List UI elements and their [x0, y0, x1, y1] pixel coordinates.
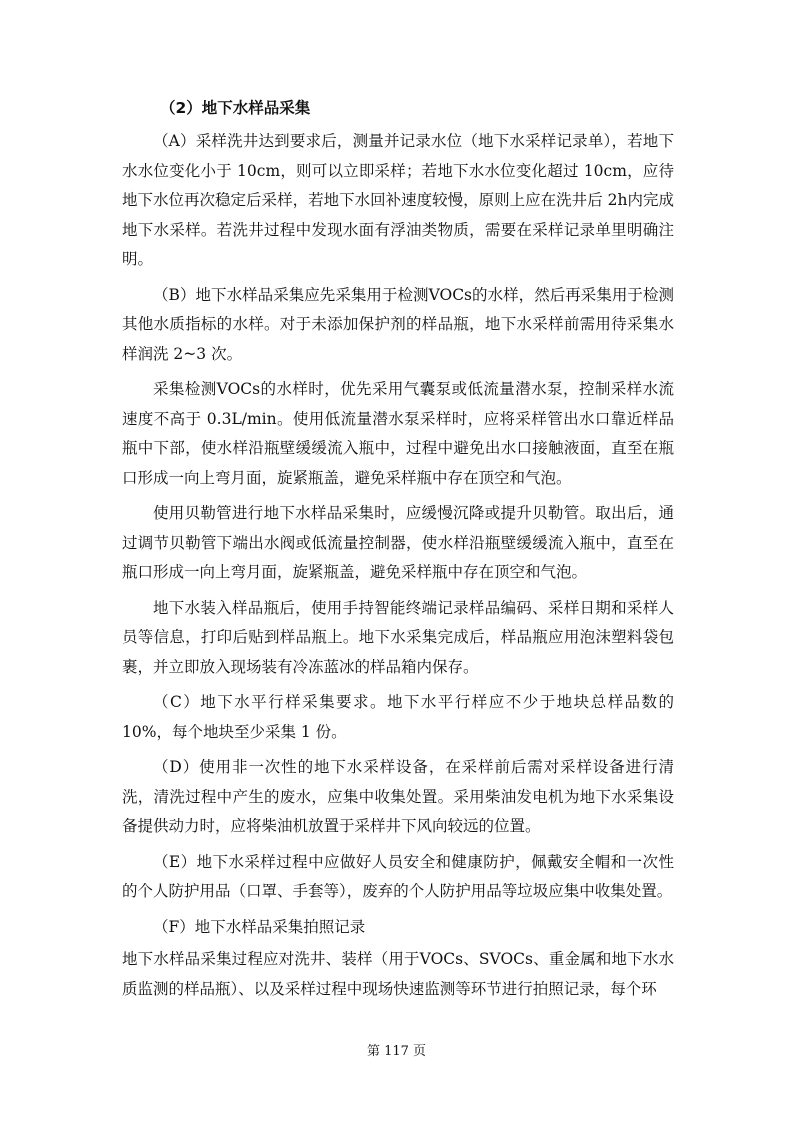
- document-page: [122, 96, 674, 1010]
- paragraph-e-safety: （E）地下水采样过程中应做好人员安全和健康防护，佩戴安全帽和一次性的个人防护用品（口罩、手套等），废弃的个人防护用品等垃圾应集中收集处置。: [122, 852, 674, 900]
- paragraph-bailer-sampling: 使用贝勒管进行地下水样品采集时，应缓慢沉降或提升贝勒管。取出后，通过调节贝勒管下端出水阀或低流量控制器，使水样沿瓶壁缓缓流入瓶中，直至在瓶口形成一向上弯月面，旋紧瓶盖，避免采样瓶中存在顶空和气泡。: [122, 504, 674, 581]
- paragraph-d-equipment-cleaning: （D）使用非一次性的地下水采样设备，在采样前后需对采样设备进行清洗，清洗过程中产生的废水，应集中收集处置。采用柴油发电机为地下水采集设备提供动力时，应将柴油机放置于采样井下风向较远的位置。: [122, 758, 674, 835]
- paragraph-f-photo-record: （F）地下水样品采集拍照记录: [153, 917, 366, 936]
- paragraph-a-water-level: （A）采样洗井达到要求后，测量并记录水位（地下水采样记录单），若地下水水位变化小于 10cm，则可以立即采样；若地下水水位变化超过 10cm，应待地下水位再次稳定后采样，若地下水回补速度较慢，原则上应在洗井后 2h内完成地下水采样。若洗井过程中发现水面有浮油类物质，需要在采样记录单里明确注明。: [122, 132, 674, 268]
- paragraph-c-parallel-samples: （C）地下水平行样采集要求。地下水平行样应不少于地块总样品数的 10%，每个地块至少采集 1 份。: [122, 693, 674, 741]
- page-number: 第 117 页: [366, 1044, 427, 1059]
- paragraph-vocs-sampling: 采集检测VOCs的水样时，优先采用气囊泵或低流量潜水泵，控制采样水流速度不高于 0.3L/min。使用低流量潜水泵采样时，应将采样管出水口靠近样品瓶中下部，使水样沿瓶壁缓缓流入瓶中，过程中避免出水口接触液面，直至在瓶口形成一向上弯月面，旋紧瓶盖，避免采样瓶中存在顶空和气泡。: [122, 380, 674, 487]
- section-heading: （2）地下水样品采集: [160, 99, 311, 117]
- paragraph-sample-labeling: 地下水装入样品瓶后，使用手持智能终端记录样品编码、采样日期和采样人员等信息，打印后贴到样品瓶上。地下水采集完成后，样品瓶应用泡沫塑料袋包裹，并立即放入现场装有冷冻蓝冰的样品箱内保存。: [122, 598, 674, 676]
- paragraph-photo-record-detail: 地下水样品采集过程应对洗井、装样（用于VOCs、SVOCs、重金属和地下水水质监测的样品瓶）、以及采样过程中现场快速监测等环节进行拍照记录，每个环: [122, 950, 674, 998]
- paragraph-b-sampling-order: （B）地下水样品采集应先采集用于检测VOCs的水样，然后再采集用于检测其他水质指标的水样。对于未添加保护剂的样品瓶，地下水采样前需用待采集水样润洗 2~3 次。: [122, 285, 674, 363]
